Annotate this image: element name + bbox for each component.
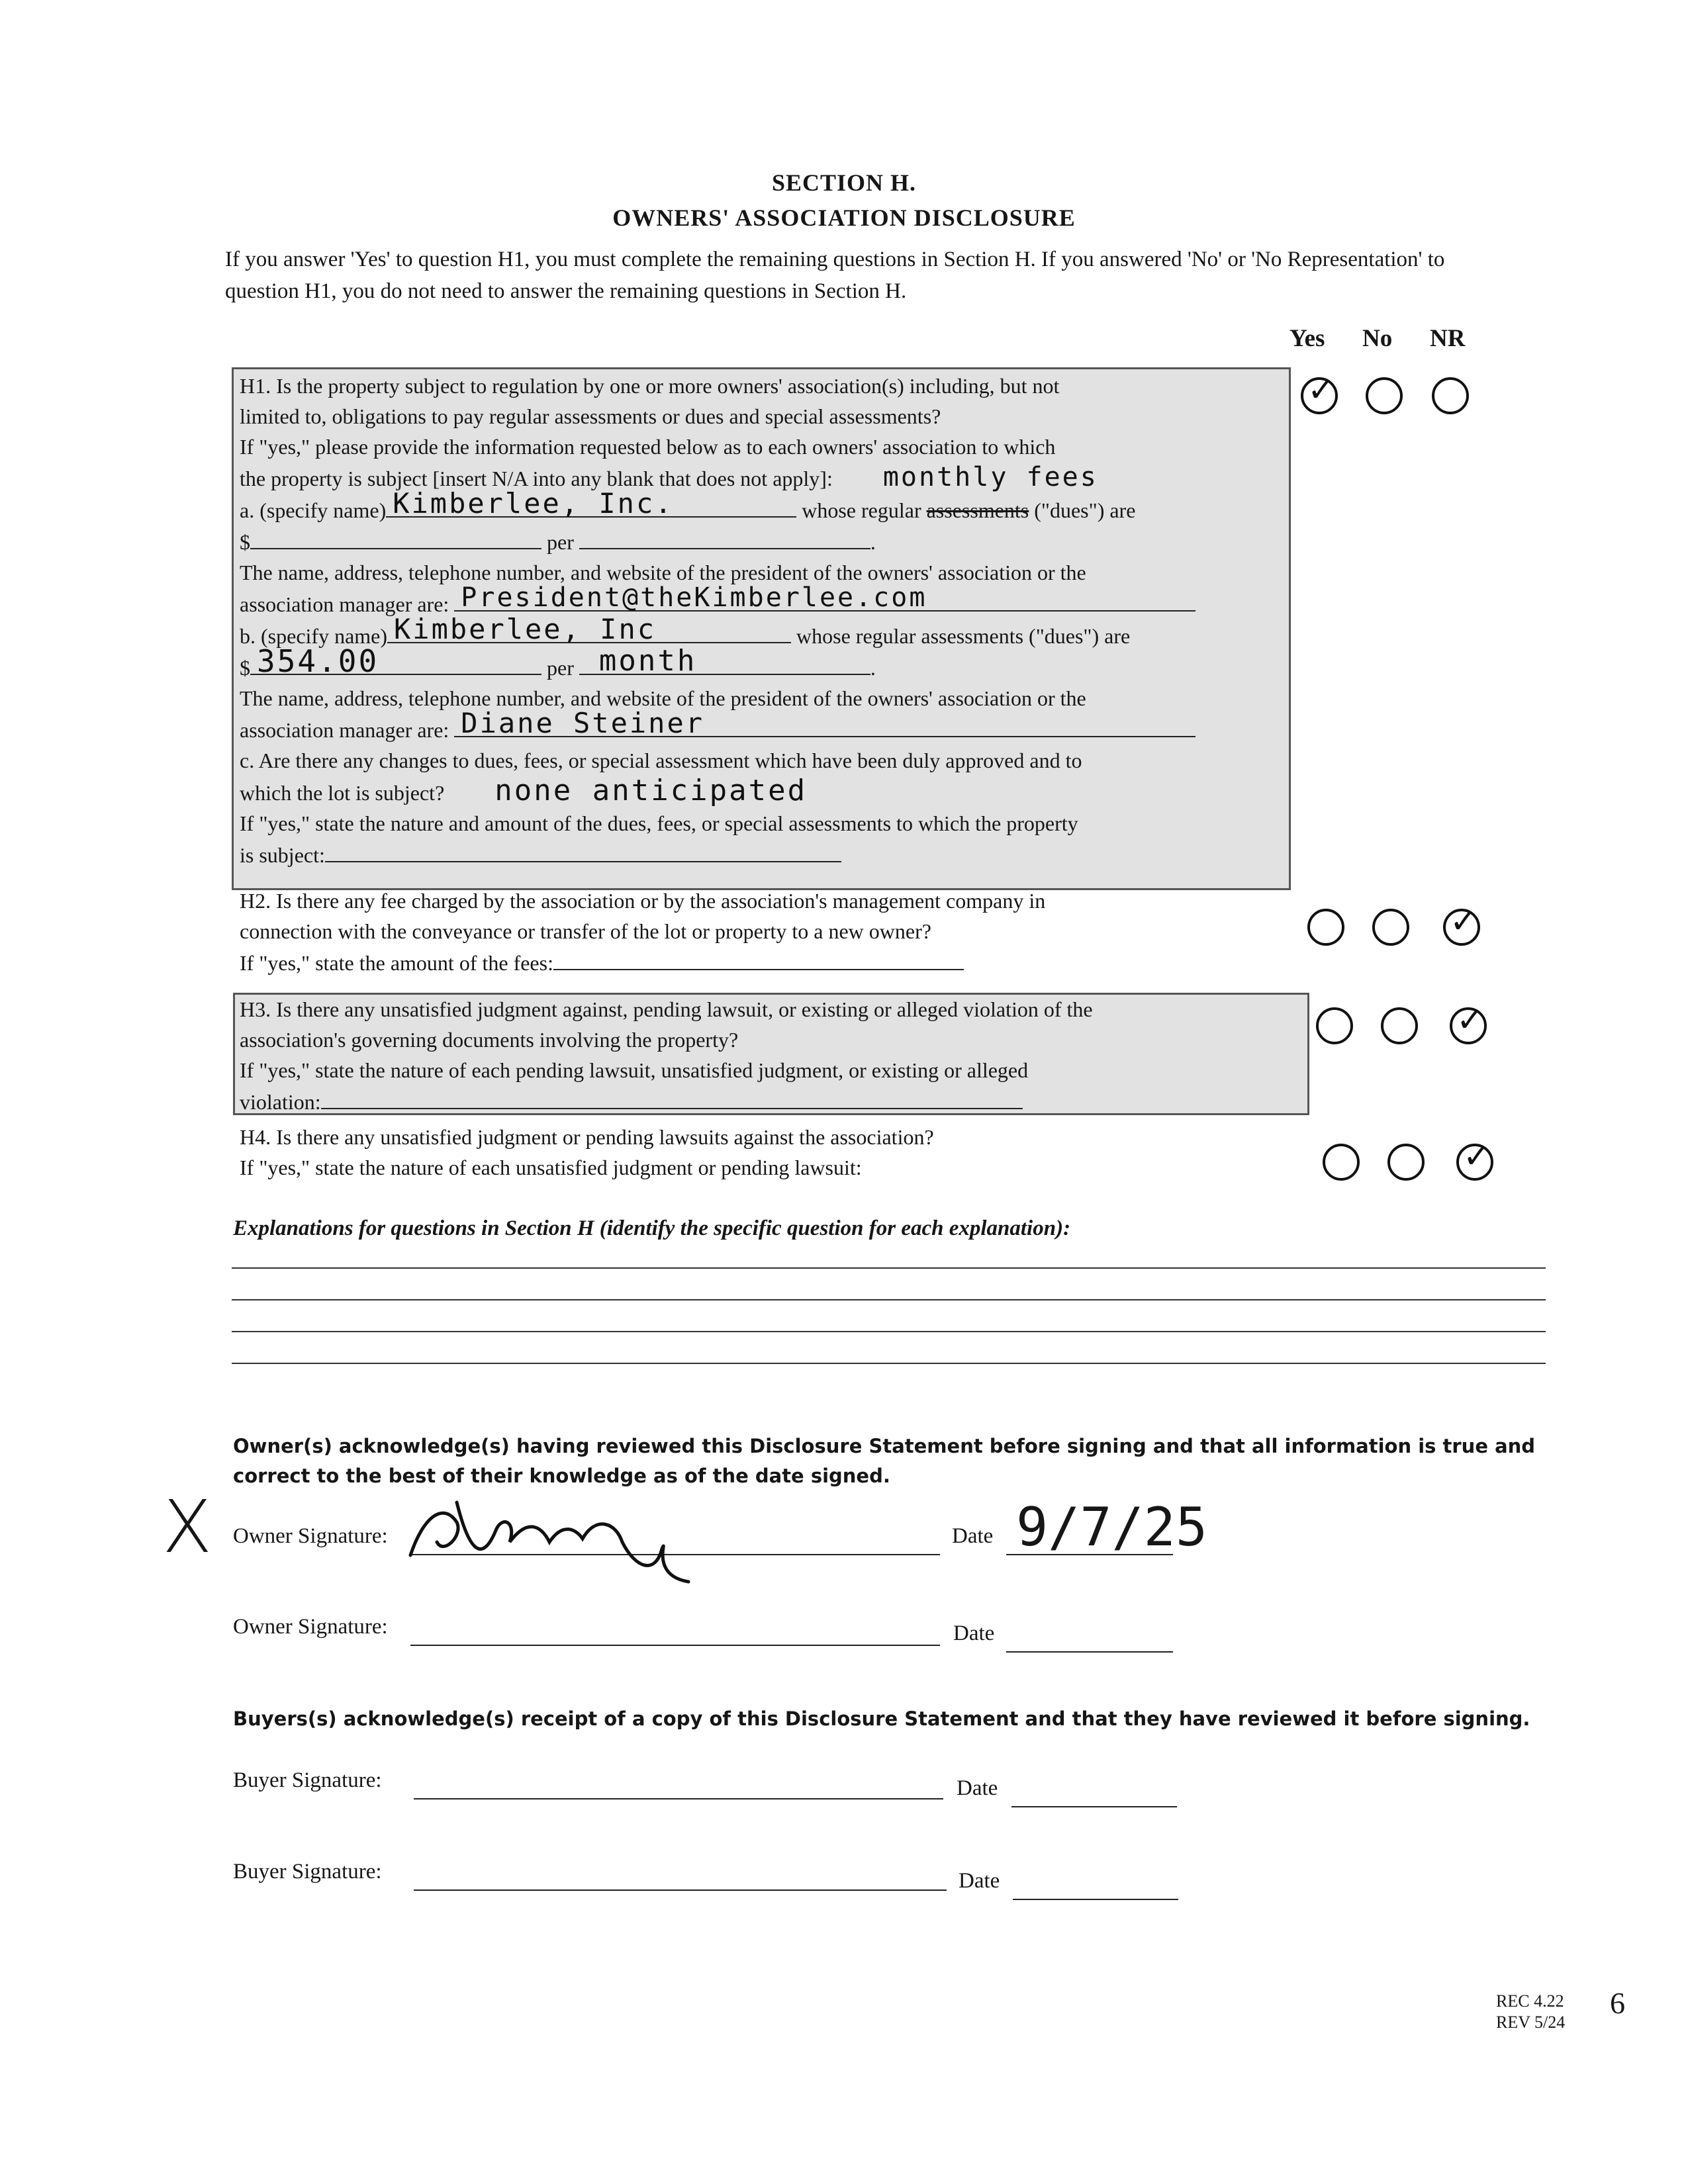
h2-nr-radio[interactable]: [1443, 902, 1480, 946]
buyer1-date-label: Date: [957, 1776, 998, 1800]
h3-question: [240, 994, 1093, 1117]
h1-b-whose: whose regular assessments ("dues") are: [796, 624, 1131, 648]
h1-b-per: per: [547, 656, 574, 680]
owner1-x-mark: X: [162, 1484, 212, 1569]
form-code: REC 4.22: [1496, 1991, 1564, 2011]
h1-b-contact-line1: The name, address, telephone number, and website of the president of the owners' association or the: [240, 686, 1086, 710]
h4-no-radio[interactable]: [1387, 1144, 1425, 1181]
h1-no-radio[interactable]: [1366, 377, 1403, 414]
h1-nr-radio[interactable]: [1432, 377, 1469, 414]
explanation-line-1[interactable]: [232, 1267, 1546, 1269]
owner1-date-value: 9/7/25: [1016, 1496, 1207, 1558]
h3-nr-radio[interactable]: [1450, 1001, 1487, 1044]
h1-a-dues: ("dues") are: [1034, 498, 1136, 522]
h2-question: [240, 886, 1045, 978]
h1-c-line2: which the lot is subject?: [240, 781, 445, 805]
h2-line2: connection with the conveyance or transfer of the lot or property to a new owner?: [240, 919, 931, 943]
buyer2-date-label: Date: [959, 1869, 1000, 1893]
owner2-signature-field[interactable]: [410, 1645, 940, 1646]
h2-line3: If "yes," state the amount of the fees:: [240, 951, 553, 975]
h1-b-amount-row: [240, 643, 1196, 683]
h1-line2: limited to, obligations to pay regular assessments or dues and special assessments?: [240, 404, 941, 428]
buyer2-date-field[interactable]: [1013, 1899, 1178, 1900]
h2-line1: H2. Is there any fee charged by the association or by the association's management company in: [240, 889, 1046, 913]
h1-a-name-field[interactable]: [386, 487, 796, 520]
h1-a-name-value: Kimberlee, Inc.: [393, 487, 674, 520]
buyer-ack-line1: Buyers(s) acknowledge(s) receipt of a copy of this Disclosure Statement and that they have reviewed it before signing.: [233, 1707, 1530, 1730]
h3-line4: violation:: [240, 1090, 321, 1114]
owner-ack-line1: Owner(s) acknowledge(s) having reviewed this Disclosure Statement before signing and that all information is true and: [233, 1435, 1536, 1457]
intro-text: If you answer 'Yes' to question H1, you must complete the remaining questions in Section H. If you answered 'No' or 'No Representation' to question H1, you do not need to answer the remaining questions in Section H.: [225, 248, 1445, 303]
h1-a-contact-prefix: association manager are:: [240, 592, 449, 616]
h3-yes-radio[interactable]: [1316, 1007, 1353, 1044]
h1-b-dollar: $: [240, 656, 250, 680]
h4-nr-radio[interactable]: [1456, 1137, 1493, 1181]
h1-a-struck: assessments: [926, 498, 1029, 522]
h3-no-radio[interactable]: [1381, 1007, 1418, 1044]
h4-question: [240, 1122, 934, 1183]
column-nr: NR: [1430, 325, 1466, 352]
h1-a-contact-field[interactable]: [454, 582, 1196, 613]
h1-a-dollar: $: [240, 530, 250, 554]
buyer2-signature-field[interactable]: [414, 1889, 947, 1891]
h1-b-contact-row: [240, 707, 1196, 745]
h3-line1: H3. Is there any unsatisfied judgment against, pending lawsuit, or existing or alleged violation of the: [240, 997, 1093, 1021]
buyer1-signature-field[interactable]: [414, 1798, 943, 1799]
owner-ack-line2: correct to the best of their knowledge as of the date signed.: [233, 1465, 890, 1487]
h1-b-period-dot: .: [870, 656, 876, 680]
h1-c-line2-row: [240, 776, 1196, 808]
h1-a-period-dot: .: [870, 530, 876, 554]
h1-a-amount-row: [240, 525, 1196, 557]
buyer1-date-field[interactable]: [1011, 1806, 1177, 1807]
h1-line1: H1. Is the property subject to regulation by one or more owners' association(s) including, but not: [240, 374, 1060, 398]
h4-yes-radio[interactable]: [1323, 1144, 1360, 1181]
h1-a-per: per: [547, 530, 574, 554]
h2-fee-field[interactable]: [553, 946, 964, 970]
page-number: 6: [1610, 1986, 1625, 2020]
h1-question: [240, 371, 1196, 870]
buyer2-label: Buyer Signature:: [233, 1860, 382, 1884]
h1-a-contact-row: [240, 582, 1196, 619]
owner1-date-label: Date: [952, 1524, 994, 1548]
owner2-date-field[interactable]: [1006, 1651, 1173, 1653]
h1-c-line4-row: [240, 839, 1196, 870]
h3-nr-check: ✓: [1456, 1001, 1484, 1039]
buyer1-label: Buyer Signature:: [233, 1768, 382, 1792]
section-title: SECTION H.: [771, 169, 917, 196]
h1-a-amount-field[interactable]: [250, 525, 541, 549]
h1-line3: If "yes," please provide the information requested below as to each owners' association to which: [240, 435, 1056, 459]
h1-b-contact-field[interactable]: [454, 707, 1196, 739]
h3-line2: association's governing documents involving the property?: [240, 1028, 739, 1052]
h1-b-period-value: month: [598, 644, 697, 678]
explanations-label: Explanations for questions in Section H (identify the specific question for each explanation):: [233, 1216, 1071, 1240]
h1-c-answer: none anticipated: [494, 774, 808, 807]
h1-a-contact-value: President@theKimberlee.com: [461, 582, 927, 613]
h1-a-prefix: a. (specify name): [240, 498, 387, 522]
h1-b-period-field[interactable]: [579, 644, 870, 678]
h1-b-contact-value: Diane Steiner: [461, 707, 705, 739]
h1-c-field[interactable]: [325, 839, 841, 862]
h1-yes-check: ✓: [1307, 371, 1335, 409]
h3-line4-row: [240, 1085, 1093, 1117]
h3-violation-field[interactable]: [321, 1085, 1023, 1109]
explanation-line-3[interactable]: [232, 1331, 1546, 1332]
h2-yes-radio[interactable]: [1307, 909, 1344, 946]
h1-a-name-row: [240, 487, 1196, 525]
h2-nr-check: ✓: [1450, 902, 1477, 940]
h1-line4: [240, 462, 1196, 494]
h1-c-line1: c. Are there any changes to dues, fees, or special assessment which have been duly approved and to: [240, 749, 1082, 772]
h4-nr-check: ✓: [1463, 1137, 1491, 1175]
explanation-line-4[interactable]: [232, 1363, 1546, 1364]
h4-line2: If "yes," state the nature of each unsatisfied judgment or pending lawsuit:: [240, 1156, 862, 1179]
h1-b-name-value: Kimberlee, Inc: [394, 613, 657, 645]
h1-b-contact-prefix: association manager are:: [240, 718, 449, 742]
h1-b-name-row: [240, 613, 1196, 651]
owner2-date-label: Date: [953, 1621, 995, 1645]
h1-b-prefix: b. (specify name): [240, 624, 388, 648]
owner2-label: Owner Signature:: [233, 1615, 388, 1639]
h4-line1: H4. Is there any unsatisfied judgment or pending lawsuits against the association?: [240, 1125, 934, 1149]
owner1-label: Owner Signature:: [233, 1524, 388, 1548]
h1-yes-radio[interactable]: [1301, 371, 1338, 414]
h1-b-amount-field[interactable]: [250, 643, 541, 679]
h1-line4-text: the property is subject [insert N/A into any blank that does not apply]:: [240, 467, 833, 490]
column-yes: Yes: [1289, 325, 1325, 352]
explanation-line-2[interactable]: [232, 1299, 1546, 1300]
h1-a-period-field[interactable]: [579, 525, 870, 549]
owner1-signature-image: [397, 1476, 715, 1595]
h1-c-line4: is subject:: [240, 843, 325, 867]
h1-handwritten-note: monthly fees: [882, 462, 1098, 492]
h1-b-amount-value: 354.00: [257, 643, 379, 679]
section-subtitle: OWNERS' ASSOCIATION DISCLOSURE: [612, 205, 1076, 231]
column-no: No: [1362, 325, 1393, 352]
h3-line3: If "yes," state the nature of each pending lawsuit, unsatisfied judgment, or existing or alleged: [240, 1058, 1029, 1082]
h1-c-line3: If "yes," state the nature and amount of the dues, fees, or special assessments to which the property: [240, 811, 1078, 835]
h2-line3-row: [240, 946, 1045, 978]
h1-a-whose: whose regular: [802, 498, 921, 522]
form-revision: REV 5/24: [1496, 2013, 1566, 2032]
h1-a-contact-line1: The name, address, telephone number, and website of the president of the owners' association or the: [240, 561, 1086, 584]
h1-b-name-field[interactable]: [387, 613, 791, 645]
h2-no-radio[interactable]: [1372, 909, 1409, 946]
